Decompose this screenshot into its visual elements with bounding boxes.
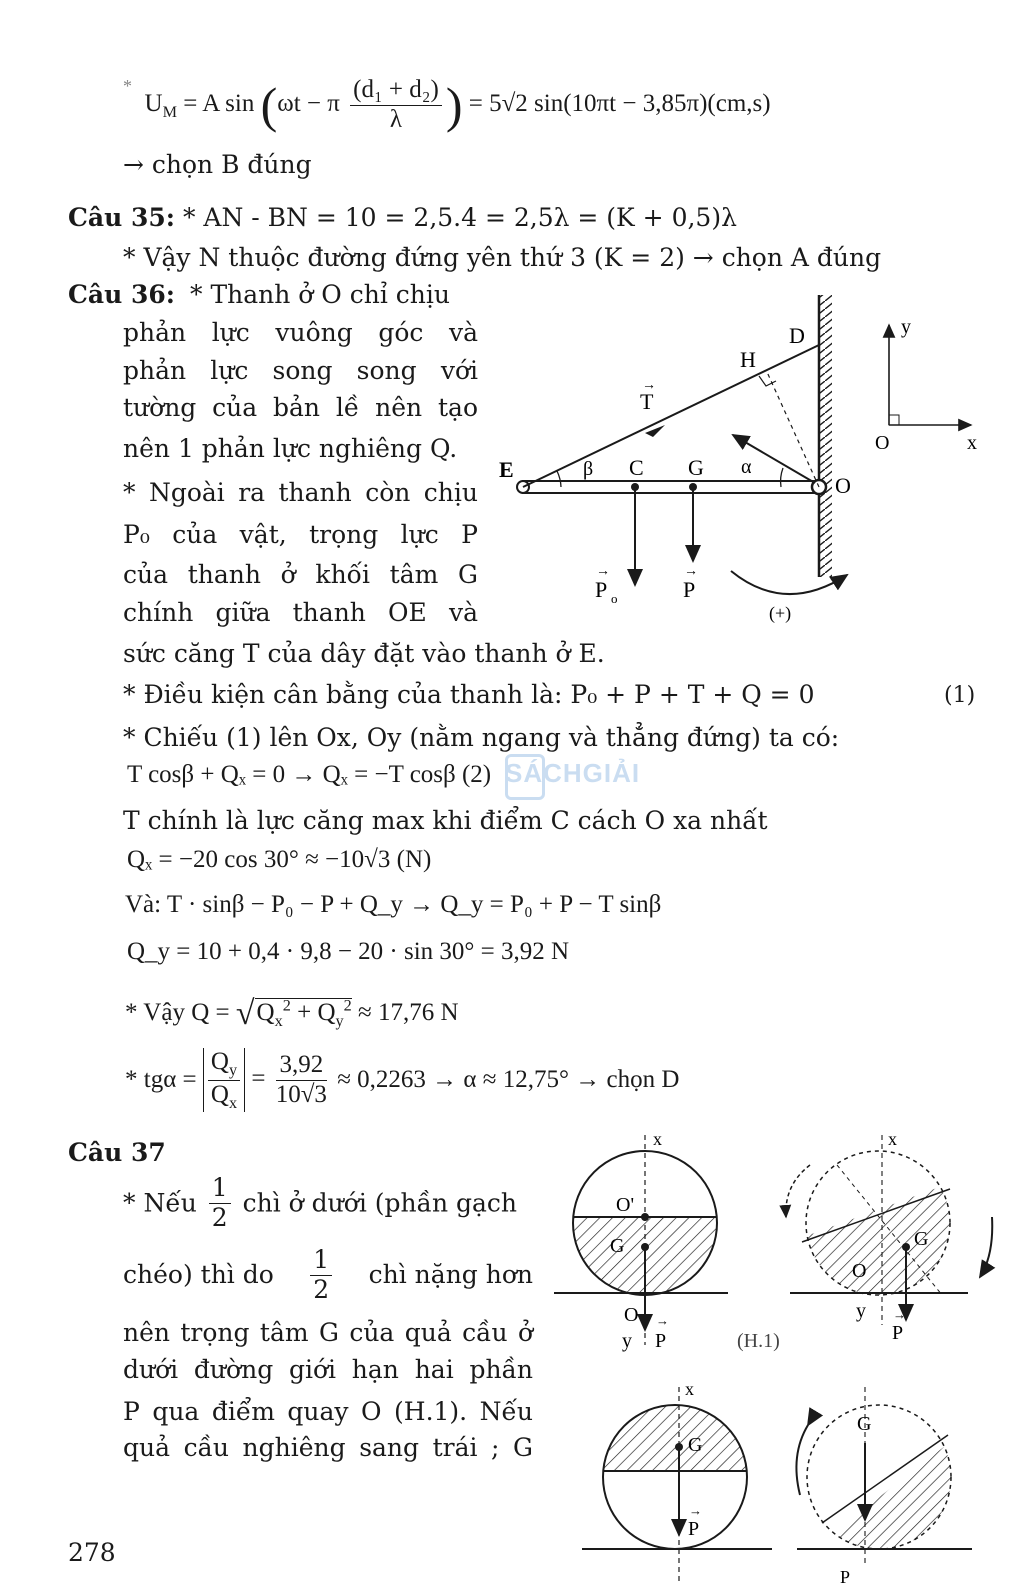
cau35-line2: * Vậy N thuộc đường đứng yên thứ 3 (K = 2) → chọn A đúng: [123, 243, 882, 272]
cau36-tension: sức căng T của dây đặt vào thanh ở E.: [123, 639, 605, 668]
cau37-line2: chéo) thì do $\frac{1}{2}$ chì nặng hơn: [123, 1245, 533, 1304]
cau36-text-6: P₀ của vật, trọng lực P: [123, 520, 478, 549]
fraction-half: $\frac{1}{2}$: [310, 1246, 332, 1305]
label-h: H: [740, 347, 756, 372]
label-beta: β: [583, 458, 594, 480]
fraction-tg: $\frac{3,92}{10√3}$: [275, 1050, 327, 1108]
fraction-half: $\frac{1}{2}$: [209, 1174, 231, 1233]
cau36-text-1: phản lực vuông góc và: [123, 318, 478, 347]
svg-text:G: G: [688, 1434, 703, 1456]
question-label: Câu 35:: [68, 203, 175, 232]
cau37-line6: quả cầu nghiêng sang trái ; G: [123, 1433, 533, 1462]
svg-text:G: G: [857, 1413, 872, 1435]
cau37-line3: nên trọng tâm G của quả cầu ở: [123, 1318, 533, 1347]
svg-text:→: →: [596, 564, 610, 579]
cau36-text-5: * Ngoài ra thanh còn chịu: [123, 478, 478, 507]
cau37-line4: dưới đường giới hạn hai phần: [123, 1355, 533, 1384]
abs-ratio: $\frac{Q_y}{Q_x}$: [203, 1048, 245, 1112]
svg-text:o: o: [611, 591, 618, 606]
label-y-axis: y: [901, 316, 911, 338]
svg-text:x: x: [888, 1129, 897, 1149]
svg-text:O: O: [624, 1304, 639, 1326]
cau36-text-8: chính giữa thanh OE và: [123, 598, 478, 627]
figure-label: (H.1): [737, 1330, 780, 1352]
cau36-text-2: phản lực song song với: [123, 356, 478, 385]
svg-text:P: P: [840, 1567, 851, 1585]
fraction-d-lambda: $\frac{\text{(d₁ + d₂)}}{\lambda}$: [350, 76, 442, 135]
label-t: T: [640, 389, 654, 414]
sphere-figures: [552, 1125, 1012, 1585]
cau36-eq2: T cosβ + Qₓ = 0 → Qₓ = −T cosβ (2): [127, 761, 492, 788]
cau36-note: T chính là lực căng max khi điểm C cách O xa nhất: [123, 806, 768, 835]
cau37-line5: P qua điểm quay O (H.1). Nếu: [123, 1397, 533, 1426]
svg-text:P: P: [892, 1322, 904, 1344]
cau36-qy-eq: Và: T · sinβ − P₀ − P + Q_y → Q_y = P₀ + P − T sinβ: [125, 891, 662, 918]
svg-text:x: x: [685, 1379, 694, 1399]
cau36-qy-val: Q_y = 10 + 0,4 · 9,8 − 20 · sin 30° = 3,92 N: [127, 938, 570, 965]
label-plus: (+): [769, 603, 792, 623]
label-p: P: [683, 577, 696, 602]
label-g: G: [688, 455, 704, 480]
label-alpha: α: [741, 456, 752, 478]
svg-text:P: P: [688, 1518, 700, 1540]
label-c: C: [629, 455, 644, 480]
cau36-text-3: tường của bản lề nên tạo: [123, 393, 478, 422]
label-e: E: [499, 457, 514, 482]
bullet: *: [123, 76, 132, 96]
cau36-tg: * tgα = $\frac{Q_y}{Q_x}$ = $\frac{3,92}{10√3}$ ≈ 0,2263 → α ≈ 12,75° → chọn D: [125, 1048, 680, 1112]
page-number: 278: [68, 1538, 116, 1567]
question-label: Câu 37: [68, 1138, 166, 1167]
formula-um: * $U_M = A$ sin (ωt − π $\frac{\text{(d₁ + d₂)}}{\lambda}$ ) = 5√2 sin(10πt − 3,85π)(cm,s): [123, 76, 771, 133]
svg-text:→: →: [689, 1503, 702, 1518]
svg-text:→: →: [684, 564, 698, 579]
svg-text:y: y: [622, 1330, 632, 1352]
svg-text:→: →: [642, 378, 656, 393]
question-label: Câu 36:: [68, 280, 175, 309]
cau36-text-0: * Thanh ở O chỉ chịu: [190, 280, 450, 309]
cau35-line1: Câu 35: * AN - BN = 10 = 2,5.4 = 2,5λ = (K + 0,5)λ: [68, 203, 737, 232]
watermark: SÁCHGIẢI: [505, 748, 655, 808]
cau36-q: * Vậy $Q = √Q_x^2 + Q_y^2 \approx 17,76$ N: [125, 995, 459, 1032]
svg-text:x: x: [653, 1129, 662, 1149]
cau36-text-7: của thanh ở khối tâm G: [123, 560, 478, 589]
choice-b: → chọn B đúng: [123, 150, 312, 179]
label-x-axis: x: [967, 432, 977, 454]
svg-text:→: →: [893, 1307, 906, 1322]
cau36-condition-num: (1): [944, 683, 976, 708]
svg-text:O: O: [852, 1260, 867, 1282]
cau36-projection: * Chiếu (1) lên Ox, Oy (nằm ngang và thẳng đứng) ta có:: [123, 723, 840, 752]
label-p0: P: [595, 577, 608, 602]
label-o: O: [835, 473, 851, 498]
label-o-axis: O: [875, 432, 890, 454]
svg-text:O': O': [616, 1194, 635, 1216]
label-d: D: [789, 323, 805, 348]
svg-text:y: y: [856, 1300, 866, 1322]
svg-text:G: G: [914, 1228, 929, 1250]
svg-text:P: P: [655, 1330, 667, 1352]
svg-text:→: →: [656, 1313, 669, 1328]
cau36-qx: Qₓ = −20 cos 30° ≈ −10√3 (N): [127, 846, 432, 873]
cau37-line1: * Nếu $\frac{1}{2}$ chì ở dưới (phần gạch: [123, 1173, 518, 1232]
rod-force-diagram: [495, 285, 995, 625]
cau36-text-4: nên 1 phản lực nghiêng Q.: [123, 434, 458, 463]
cau36-condition: * Điều kiện cân bằng của thanh là: P₀ + P + T + Q = 0: [123, 680, 815, 709]
svg-text:G: G: [610, 1235, 625, 1257]
